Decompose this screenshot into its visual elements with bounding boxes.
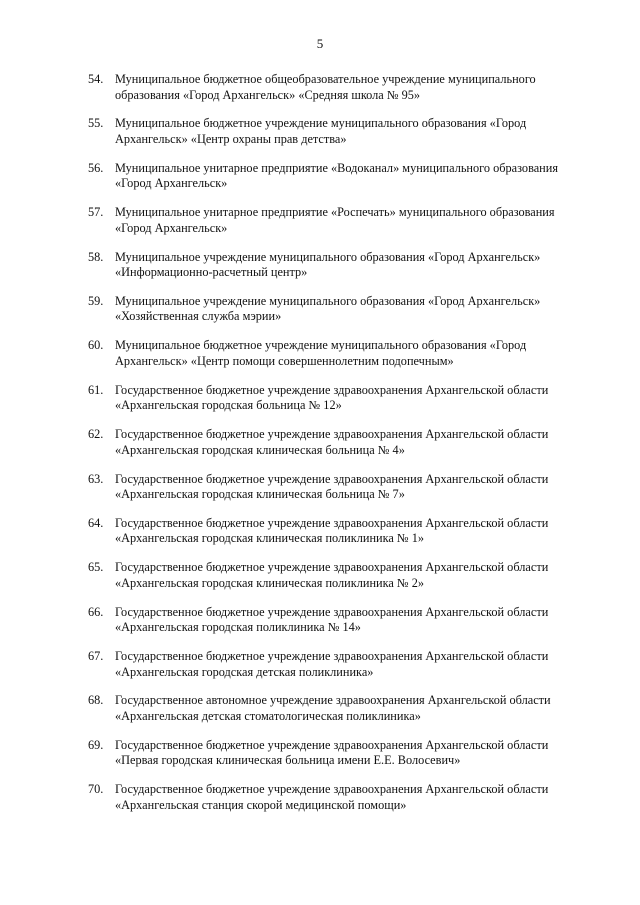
item-number: 64. [88, 515, 104, 530]
item-number: 54. [88, 72, 104, 86]
item-text: Государственное бюджетное учреждение здравоохранения Архангельской области «Первая городская клиническая больница имени Е.Е. Волосевич» [115, 737, 549, 768]
list-item [88, 338, 588, 382]
item-number: 66. [88, 604, 104, 619]
item-number: 67. [88, 649, 104, 664]
list-item [88, 72, 588, 116]
list-item [88, 205, 588, 249]
list-item [88, 560, 588, 604]
item-text: Муниципальное унитарное предприятие «Водоканал» муниципального образования «Город Архангельск» [115, 160, 558, 191]
item-number: 59. [88, 293, 104, 308]
list-item [88, 472, 588, 516]
item-text: Государственное бюджетное учреждение здравоохранения Архангельской области «Архангельская городская клиническая поликлиника № 2» [115, 560, 549, 590]
list-item [88, 605, 588, 649]
list-item [88, 782, 588, 826]
list-item [88, 116, 588, 160]
item-text: Государственное бюджетное учреждение здравоохранения Архангельской области «Архангельская городская клиническая больница № 4» [115, 427, 549, 457]
item-text: Государственное автономное учреждение здравоохранения Архангельской области «Архангельская детская стоматологическая поликлиника» [115, 693, 551, 723]
item-text: Муниципальное учреждение муниципального образования «Город Архангельск» «Информационно-расчетный центр» [115, 249, 541, 280]
item-number: 58. [88, 249, 104, 264]
item-number: 62. [88, 427, 104, 442]
list-item [88, 693, 588, 737]
item-text: Государственное бюджетное учреждение здравоохранения Архангельской области «Архангельская городская поликлиника № 14» [115, 604, 549, 635]
list-item [88, 383, 588, 427]
item-number: 56. [88, 160, 104, 175]
list-item [88, 427, 588, 471]
item-text: Муниципальное унитарное предприятие «Роспечать» муниципального образования «Город Архангельск» [115, 205, 555, 235]
item-text: Государственное бюджетное учреждение здравоохранения Архангельской области «Архангельская городская клиническая поликлиника № 1» [115, 515, 549, 546]
item-number: 65. [88, 560, 104, 575]
list-item [88, 649, 588, 693]
list-item [88, 161, 588, 205]
item-text: Государственное бюджетное учреждение здравоохранения Архангельской области «Архангельская городская детская поликлиника» [115, 649, 549, 679]
item-number: 60. [88, 338, 104, 353]
list-item [88, 738, 588, 782]
item-text: Государственное бюджетное учреждение здравоохранения Архангельской области «Архангельская городская клиническая больница № 7» [115, 471, 549, 502]
item-text: Государственное бюджетное учреждение здравоохранения Архангельской области «Архангельская станция скорой медицинской помощи» [115, 782, 549, 812]
item-number: 61. [88, 382, 104, 397]
item-text: Муниципальное бюджетное учреждение муниципального образования «Город Архангельск» «Центр охраны прав детства» [115, 116, 527, 146]
item-text: Государственное бюджетное учреждение здравоохранения Архангельской области «Архангельская городская больница № 12» [115, 382, 549, 413]
organization-list [88, 72, 588, 827]
item-number: 55. [88, 116, 104, 131]
item-number: 57. [88, 205, 104, 220]
item-text: Муниципальное бюджетное учреждение муниципального образования «Город Архангельск» «Центр помощи совершеннолетним подопечным» [115, 338, 527, 368]
item-number: 68. [88, 693, 104, 708]
page-number: 5 [316, 36, 324, 51]
item-number: 63. [88, 471, 104, 486]
item-text: Муниципальное бюджетное общеобразовательное учреждение муниципального образования «Город Архангельск» «Средняя школа № 95» [115, 72, 536, 102]
list-item [88, 516, 588, 560]
list-item [88, 294, 588, 338]
item-text: Муниципальное учреждение муниципального образования «Город Архангельск» «Хозяйственная служба мэрии» [115, 293, 541, 324]
item-number: 70. [88, 782, 104, 797]
list-item [88, 250, 588, 294]
item-number: 69. [88, 737, 104, 752]
